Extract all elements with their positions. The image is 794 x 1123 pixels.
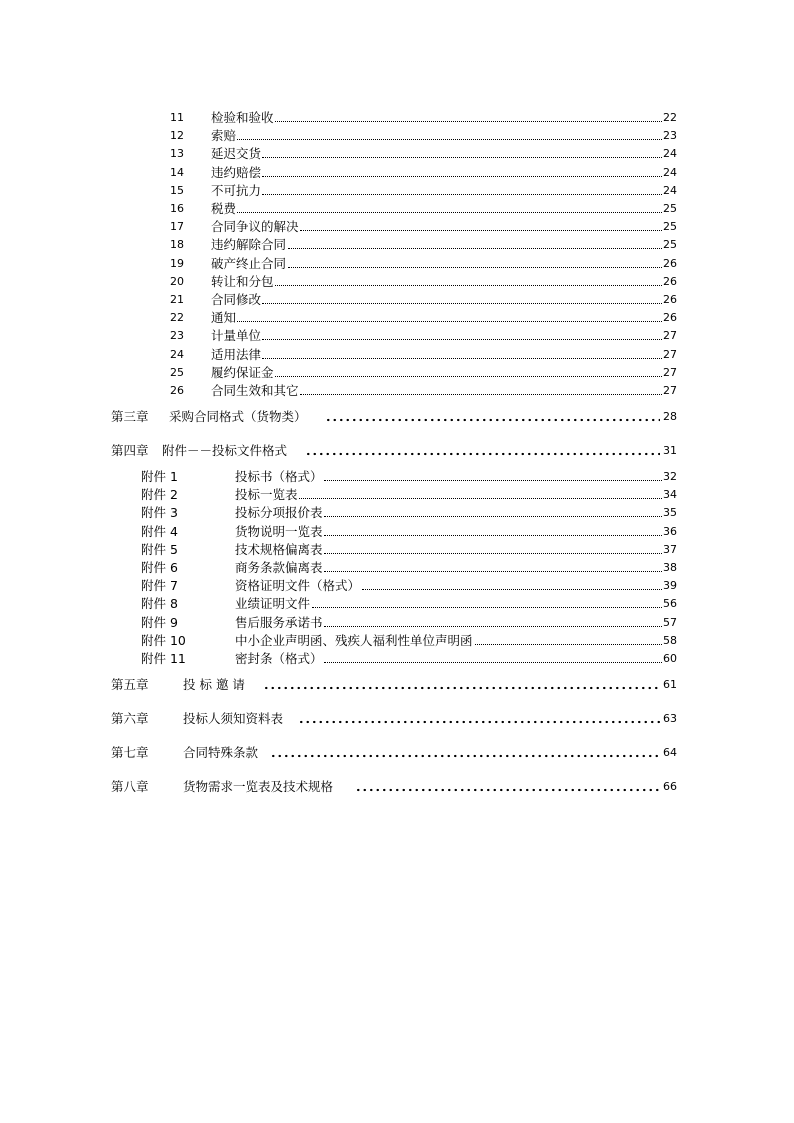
attachment-title: 投标书（格式） — [235, 469, 323, 484]
clause-title: 破产终止合同 — [211, 255, 287, 271]
clause-number: 16 — [170, 202, 184, 215]
attachment-title: 投标分项报价表 — [235, 505, 323, 521]
dot-leader — [262, 358, 662, 359]
toc-clause-row[interactable] — [0, 325, 794, 343]
dot-leader — [270, 753, 660, 759]
page-number: 64 — [663, 746, 677, 759]
dot-leader — [324, 553, 662, 554]
page-number: 37 — [663, 542, 677, 556]
page-number: 57 — [663, 615, 677, 629]
toc-attachment-row[interactable] — [0, 557, 794, 575]
dot-leader — [275, 285, 662, 286]
clause-number: 23 — [170, 329, 184, 343]
toc-chapter-7[interactable] — [0, 742, 794, 760]
toc-clause-row[interactable] — [0, 380, 794, 398]
attachment-label: 附件 4 — [141, 523, 178, 539]
attachment-label: 附件 6 — [141, 560, 178, 575]
page-number: 61 — [663, 678, 677, 691]
page-number: 32 — [663, 470, 677, 483]
attachment-label: 附件 9 — [141, 614, 178, 630]
toc-clause-row[interactable] — [0, 125, 794, 143]
chapter-label: 第五章 — [111, 677, 149, 692]
dot-leader — [262, 303, 662, 304]
toc-clause-row[interactable] — [0, 289, 794, 307]
page-number: 39 — [663, 579, 677, 593]
dot-leader — [237, 139, 662, 140]
clause-title: 合同争议的解决 — [211, 219, 299, 235]
dot-leader — [324, 535, 662, 536]
clause-number: 19 — [170, 256, 184, 270]
toc-attachment-row[interactable] — [0, 630, 794, 648]
clause-title: 延迟交货 — [211, 146, 262, 162]
page-number: 26 — [663, 293, 677, 306]
page-number: 38 — [663, 561, 677, 574]
clause-title: 不可抗力 — [211, 182, 262, 198]
attachment-label: 附件 1 — [141, 469, 178, 484]
toc-clause-row[interactable] — [0, 143, 794, 161]
dot-leader — [305, 451, 660, 457]
clause-title: 转让和分包 — [211, 273, 274, 289]
toc-attachment-row[interactable] — [0, 466, 794, 484]
clause-title: 通知 — [211, 310, 237, 326]
attachment-label: 附件 5 — [141, 541, 178, 557]
page-number: 27 — [663, 384, 677, 397]
chapter-title: 货物需求一览表及技术规格 — [183, 779, 334, 794]
clause-number: 17 — [170, 220, 184, 234]
page-number: 60 — [663, 652, 677, 665]
clause-number: 11 — [170, 111, 184, 124]
dot-leader — [312, 607, 662, 608]
toc-clause-row[interactable] — [0, 344, 794, 362]
dot-leader — [324, 480, 662, 481]
page-number: 36 — [663, 524, 677, 538]
toc-chapter-6[interactable] — [0, 708, 794, 726]
toc-clause-row[interactable] — [0, 234, 794, 252]
toc-clause-row[interactable] — [0, 198, 794, 216]
dot-leader — [299, 498, 662, 499]
clause-title: 索赔 — [211, 128, 237, 144]
chapter-title: 采购合同格式（货物类） — [169, 409, 307, 424]
dot-leader — [324, 662, 662, 663]
clause-title: 税费 — [211, 201, 237, 216]
toc-attachment-row[interactable] — [0, 502, 794, 520]
clause-number: 12 — [170, 129, 184, 143]
page-number: 24 — [663, 147, 677, 161]
toc-chapter-4[interactable] — [0, 440, 794, 458]
dot-leader — [237, 321, 662, 322]
clause-title: 计量单位 — [211, 328, 262, 344]
dot-leader — [362, 589, 662, 590]
dot-leader — [298, 719, 660, 725]
clause-number: 25 — [170, 365, 184, 379]
toc-attachment-row[interactable] — [0, 539, 794, 557]
clause-number: 18 — [170, 238, 184, 252]
clause-number: 24 — [170, 347, 184, 361]
clause-title: 履约保证金 — [211, 364, 274, 380]
attachment-title: 售后服务承诺书 — [235, 614, 323, 630]
chapter-label: 第七章 — [111, 745, 149, 760]
page-number: 22 — [663, 111, 677, 124]
dot-leader — [275, 121, 662, 122]
page-number: 25 — [663, 238, 677, 252]
dot-leader — [262, 157, 662, 158]
toc-chapter-8[interactable] — [0, 776, 794, 794]
dot-leader — [262, 194, 662, 195]
page-number: 35 — [663, 506, 677, 520]
dot-leader — [263, 685, 660, 691]
attachment-label: 附件 10 — [141, 632, 186, 648]
page-number: 27 — [663, 347, 677, 361]
clause-number: 21 — [170, 293, 184, 306]
attachment-title: 货物说明一览表 — [235, 523, 323, 539]
dot-leader — [288, 267, 662, 268]
clause-number: 13 — [170, 147, 184, 161]
page-number: 31 — [663, 444, 677, 457]
clause-number: 20 — [170, 274, 184, 288]
toc-attachment-row[interactable] — [0, 593, 794, 611]
chapter-label: 第三章 — [111, 409, 149, 424]
clause-number: 15 — [170, 183, 184, 197]
attachment-title: 商务条款偏离表 — [235, 560, 323, 575]
dot-leader — [300, 230, 662, 231]
clause-title: 合同生效和其它 — [211, 383, 299, 398]
attachment-title: 资格证明文件（格式） — [235, 578, 361, 594]
page-number: 34 — [663, 488, 677, 502]
toc-attachment-row[interactable] — [0, 612, 794, 630]
page-number: 24 — [663, 183, 677, 197]
toc-clause-row[interactable] — [0, 271, 794, 289]
page-number: 25 — [663, 220, 677, 234]
dot-leader — [300, 394, 662, 395]
dot-leader — [324, 516, 662, 517]
page-number: 63 — [663, 712, 677, 725]
dot-leader — [262, 176, 662, 177]
chapter-title: 附件－－投标文件格式 — [162, 443, 288, 458]
chapter-label: 第六章 — [111, 711, 149, 726]
dot-leader — [275, 376, 662, 377]
toc-clause-row[interactable] — [0, 216, 794, 234]
dot-leader — [324, 571, 662, 572]
attachment-label: 附件 8 — [141, 596, 178, 612]
page-number: 28 — [663, 410, 677, 423]
attachment-title: 密封条（格式） — [235, 651, 323, 666]
attachment-label: 附件 7 — [141, 578, 178, 594]
dot-leader — [288, 248, 662, 249]
dot-leader — [262, 339, 662, 340]
clause-title: 合同修改 — [211, 292, 262, 307]
attachment-label: 附件 3 — [141, 505, 178, 521]
dot-leader — [355, 787, 660, 793]
page-number: 27 — [663, 329, 677, 343]
toc-clause-row[interactable] — [0, 253, 794, 271]
page-number: 24 — [663, 165, 677, 179]
page-number: 27 — [663, 365, 677, 379]
toc-clause-row[interactable] — [0, 107, 794, 125]
page-number: 26 — [663, 256, 677, 270]
chapter-label: 第四章 — [111, 443, 149, 458]
toc-clause-row[interactable] — [0, 162, 794, 180]
dot-leader — [325, 417, 660, 423]
page-number: 23 — [663, 129, 677, 143]
clause-title: 违约赔偿 — [211, 164, 262, 180]
toc-attachment-row[interactable] — [0, 575, 794, 593]
dot-leader — [324, 626, 662, 627]
attachment-label: 附件 11 — [141, 651, 186, 666]
attachment-title: 业绩证明文件 — [235, 596, 311, 612]
chapter-label: 第八章 — [111, 779, 149, 794]
chapter-title: 投标人须知资料表 — [183, 711, 284, 726]
toc-attachment-row[interactable] — [0, 484, 794, 502]
clause-title: 检验和验收 — [211, 110, 274, 125]
clause-title: 违约解除合同 — [211, 237, 287, 253]
toc-attachment-row[interactable] — [0, 521, 794, 539]
clause-number: 22 — [170, 311, 184, 325]
toc-clause-row[interactable] — [0, 362, 794, 380]
page-number: 66 — [663, 780, 677, 793]
clause-number: 14 — [170, 165, 184, 179]
page-number: 25 — [663, 202, 677, 215]
chapter-title: 投 标 邀 请 — [183, 677, 245, 692]
page-number: 26 — [663, 311, 677, 325]
dot-leader — [237, 212, 662, 213]
attachment-title: 中小企业声明函、残疾人福利性单位声明函 — [235, 632, 473, 648]
attachment-label: 附件 2 — [141, 487, 178, 503]
dot-leader — [475, 644, 662, 645]
page-number: 58 — [663, 633, 677, 647]
toc-chapter-5[interactable] — [0, 674, 794, 692]
toc-chapter-3[interactable] — [0, 406, 794, 424]
page-number: 26 — [663, 274, 677, 288]
page-number: 56 — [663, 597, 677, 611]
clause-title: 适用法律 — [211, 346, 262, 362]
attachment-title: 技术规格偏离表 — [235, 541, 323, 557]
toc-clause-row[interactable] — [0, 180, 794, 198]
toc-clause-row[interactable] — [0, 307, 794, 325]
attachment-title: 投标一览表 — [235, 487, 298, 503]
clause-number: 26 — [170, 384, 184, 397]
chapter-title: 合同特殊条款 — [183, 745, 259, 760]
toc-attachment-row[interactable] — [0, 648, 794, 666]
